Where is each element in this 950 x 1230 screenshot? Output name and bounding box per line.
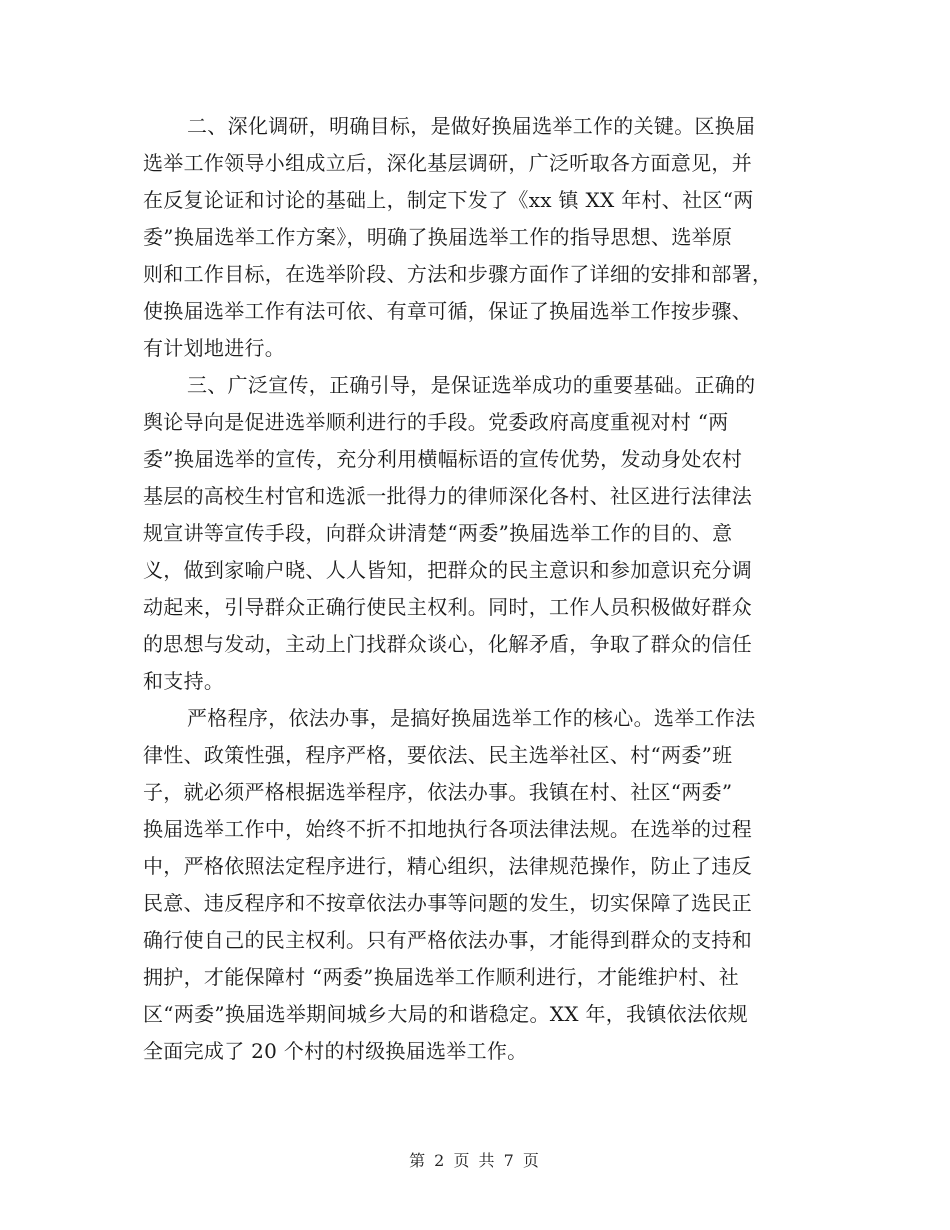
paragraph-line: 中，严格依照法定程序进行，精心组织，法律规范操作，防止了违反 (143, 854, 752, 878)
paragraph-line: 使换届选举工作有法可依、有章可循，保证了换届选举工作按步骤、 (143, 299, 752, 323)
paragraph-line: 民意、违反程序和不按章依法办事等问题的发生，切实保障了选民正 (143, 891, 752, 915)
paragraph-line: 的思想与发动，主动上门找群众谈心，化解矛盾，争取了群众的信任 (143, 632, 752, 656)
paragraph-line: 区“两委”换届选举期间城乡大局的和谐稳定。XX 年，我镇依法依规 (143, 1002, 748, 1026)
paragraph-line: 舆论导向是促进选举顺利进行的手段。党委政府高度重视对村 “两 (143, 410, 729, 434)
paragraph-line: 律性、政策性强，程序严格，要依法、民主选举社区、村“两委”班 (143, 743, 733, 767)
paragraph-line: 换届选举工作中，始终不折不扣地执行各项法律法规。在选举的过程 (143, 817, 752, 841)
paragraph-line: 动起来，引导群众正确行使民主权利。同时，工作人员积极做好群众 (143, 595, 752, 619)
paragraph-line: 选举工作领导小组成立后，深化基层调研，广泛听取各方面意见，并 (143, 151, 752, 175)
paragraph-line: 严格程序，依法办事，是搞好换届选举工作的核心。选举工作法 (187, 706, 756, 730)
paragraph-line: 二、深化调研，明确目标，是做好换届选举工作的关键。区换届 (187, 114, 756, 138)
paragraph-line: 和支持。 (143, 669, 225, 693)
paragraph-line: 三、广泛宣传，正确引导，是保证选举成功的重要基础。正确的 (187, 373, 756, 397)
paragraph-line: 确行使自己的民主权利。只有严格依法办事，才能得到群众的支持和 (143, 928, 752, 952)
paragraph-line: 在反复论证和讨论的基础上，制定下发了《xx 镇 XX 年村、社区“两 (143, 188, 754, 212)
paragraph-line: 全面完成了 20 个村的村级换届选举工作。 (143, 1039, 528, 1063)
paragraph-line: 则和工作目标，在选举阶段、方法和步骤方面作了详细的安排和部署， (143, 262, 773, 286)
paragraph-line: 义，做到家喻户晓、人人皆知，把群众的民主意识和参加意识充分调 (143, 558, 752, 582)
document-body (143, 108, 803, 1070)
paragraph-line: 子，就必须严格根据选举程序，依法办事。我镇在村、社区“两委” (143, 780, 733, 804)
paragraph-strict-procedure (143, 700, 803, 1070)
paragraph-line: 拥护，才能保障村 “两委”换届选举工作顺利进行，才能维护村、社 (143, 965, 740, 989)
paragraph-line: 规宣讲等宣传手段，向群众讲清楚“两委”换届选举工作的目的、意 (143, 521, 733, 545)
paragraph-publicity (143, 367, 803, 700)
paragraph-deepen-research (143, 108, 803, 367)
page-number-footer: 第 2 页 共 7 页 (409, 1151, 541, 1170)
paragraph-line: 委”换届选举的宣传，充分利用横幅标语的宣传优势，发动身处农村 (143, 447, 743, 471)
paragraph-line: 委”换届选举工作方案》，明确了换届选举工作的指导思想、选举原 (143, 225, 733, 249)
paragraph-line: 有计划地进行。 (143, 336, 286, 360)
paragraph-line: 基层的高校生村官和选派一批得力的律师深化各村、社区进行法律法 (143, 484, 752, 508)
